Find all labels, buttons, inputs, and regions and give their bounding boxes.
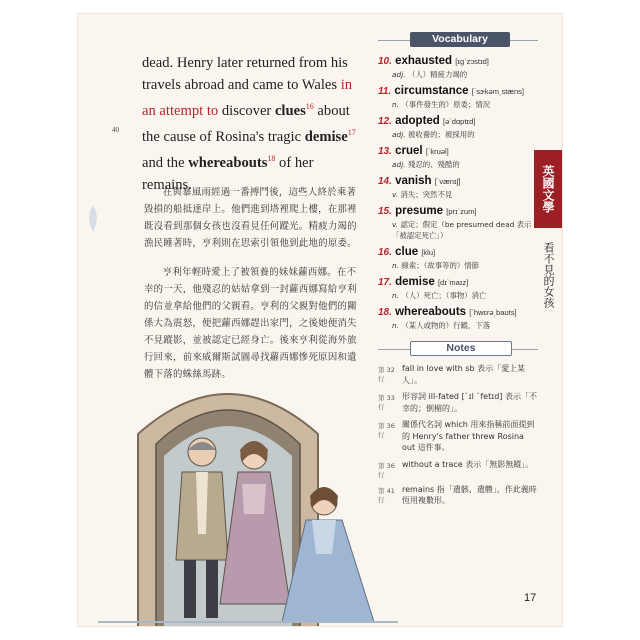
vocab-number: 17.: [378, 277, 392, 288]
note-entry: [378, 459, 538, 479]
note-text: fall in love with sb 表示「愛上某人」。: [402, 364, 526, 385]
vocab-pronunciation: [ˋhwɛrə͵baʊts]: [469, 308, 517, 317]
vocab-pronunciation: [ˋvænɪʃ]: [434, 177, 461, 186]
vocab-part-of-speech: adj.: [392, 160, 406, 169]
vocab-definition: 認定；假定（be presumed dead 表示「被認定死亡」）: [392, 220, 532, 240]
vocab-pronunciation: [ɪgˋzɔstɪd]: [455, 57, 489, 66]
notes-header: [378, 341, 538, 357]
note-line-ref: 第 41 行: [378, 486, 395, 504]
vocab-headword-line: [378, 54, 538, 69]
vocab-entry: [378, 204, 538, 241]
vocab-part-of-speech: v.: [392, 190, 399, 199]
vocab-pronunciation: [ˋkruəl]: [425, 147, 449, 156]
book-page: [78, 14, 562, 626]
chinese-paragraph-1: 在與暴風雨經過一番搏鬥後，這些人終於乘著毀損的船抵達岸上。他們進到塔裡爬上樓，在那裡既沒看到那個女孩也沒看見任何蹤光。精疲力竭的漁民睡著時，亨利則在思索引領他到此地的原委。: [144, 187, 357, 249]
vocab-number: 10.: [378, 56, 392, 67]
vocabulary-list: [378, 54, 538, 331]
side-tab: [534, 150, 562, 308]
vocab-headword-line: [378, 114, 538, 129]
story-title-tab: 看不見的女孩: [542, 242, 555, 308]
vocab-headword-line: [378, 174, 538, 189]
vocabulary-title: Vocabulary: [410, 32, 510, 47]
vocab-definition-line: [378, 320, 538, 331]
passage-text-run: about the cause of Rosina's tragic: [142, 102, 350, 145]
vocab-word: exhausted: [395, 55, 452, 67]
vocab-word: vanish: [395, 175, 432, 187]
vocab-pronunciation: [ˋsɝkəm͵stæns]: [471, 87, 524, 96]
vocab-entry: [378, 275, 538, 301]
vocab-part-of-speech: n.: [392, 321, 400, 330]
vocab-part-of-speech: n.: [392, 291, 400, 300]
passage-text-run: of her remains.: [142, 154, 314, 193]
vocab-definition-line: [378, 99, 538, 110]
note-entry: [378, 484, 538, 507]
vocab-word: presume: [395, 205, 444, 217]
vocab-definition: 線索；（故事等的）情節: [401, 261, 480, 270]
vocab-definition: 被收養的；被採用的: [407, 130, 475, 139]
vocab-definition-line: [378, 69, 538, 80]
vocab-part-of-speech: v.: [392, 220, 399, 229]
vocab-definition-line: [378, 260, 538, 271]
vocab-headword-line: [378, 245, 538, 260]
vocab-entry: [378, 54, 538, 80]
passage-text-run: and the: [142, 154, 189, 171]
vocab-reference-number: 17: [347, 127, 356, 137]
vocab-definition-line: [378, 159, 538, 170]
vocab-headword-line: [378, 305, 538, 320]
vocab-word: cruel: [395, 145, 423, 157]
vocab-number: 15.: [378, 206, 392, 217]
vocab-entry: [378, 144, 538, 170]
note-text: 關係代名詞 which 用來指稱前面提到的 Henry's father threw Rosina out 這件事。: [402, 420, 535, 452]
note-text: without a trace 表示「無影無蹤」。: [402, 459, 534, 469]
vocab-word: circumstance: [394, 85, 469, 97]
leaf-decoration-icon: [86, 204, 100, 234]
vocab-entry: [378, 245, 538, 271]
note-line-ref: 第 32 行: [378, 366, 395, 383]
vocab-definition: （人）死亡；（事物）消亡: [401, 291, 487, 300]
vocab-number: 16.: [378, 247, 392, 258]
note-text: remains 指「遺骸、遺體」，作此義時恆用複數形。: [402, 484, 537, 505]
vocab-definition-line: [378, 290, 538, 301]
vocab-definition-line: [378, 189, 538, 200]
note-entry: [378, 419, 538, 454]
note-entry: [378, 363, 538, 386]
passage-text-run: discover: [218, 102, 275, 119]
vocab-entry: [378, 174, 538, 200]
vocab-number: 18.: [378, 307, 392, 318]
vocab-headword-line: [378, 275, 538, 290]
vocab-headword-line: [378, 84, 538, 99]
note-line-ref: 第 36 行: [378, 422, 395, 439]
notes-title: Notes: [410, 341, 512, 356]
vocab-pronunciation: [dɪˋmaɪz]: [437, 278, 469, 287]
vocab-definition: （人）精疲力竭的: [407, 70, 468, 79]
vocab-definition: （事件發生的）原委；情況: [401, 100, 491, 109]
glossary-column: [378, 32, 538, 512]
line-number: 40: [112, 126, 119, 134]
passage-text-run: demise: [304, 128, 348, 145]
vocab-word: whereabouts: [395, 306, 467, 318]
vocab-part-of-speech: n.: [392, 261, 400, 270]
story-column: [78, 14, 366, 626]
story-illustration: [98, 364, 398, 626]
vocab-number: 13.: [378, 146, 392, 157]
vocab-part-of-speech: adj.: [392, 70, 406, 79]
chinese-paragraph-2: 亨利年輕時愛上了被領養的妹妹蘿西娜。在不幸的一天，他殘忍的姑姑拿到一封蘿西娜寫給亨利的信並拿給他們的父親看。亨利的父親對他們的關係大為震怒，便把蘿西娜趕出家門，之後她便消失不見蹤影，並被認定已經身亡。後來亨利從海外旅行回來，前來威爾斯試圖尋找蘿西娜慘死原因和遺體下落的蛛絲馬跡。: [144, 267, 357, 380]
vocab-headword-line: [378, 144, 538, 159]
note-entry: [378, 391, 538, 414]
vocab-definition: （某人或物的）行蹤、下落: [401, 321, 491, 330]
vocab-word: clue: [395, 246, 419, 258]
note-line-ref: 第 36 行: [378, 461, 395, 479]
passage-text-run: in an attempt to: [142, 77, 353, 119]
vocab-definition-line: [378, 129, 538, 140]
vocab-entry: [378, 114, 538, 140]
vocab-pronunciation: [prɪˋzum]: [446, 207, 477, 216]
vocab-pronunciation: [əˋdɑptɪd]: [443, 117, 476, 126]
vocab-part-of-speech: n.: [392, 100, 400, 109]
vocab-reference-number: 18: [267, 153, 276, 163]
page-number: 17: [524, 592, 537, 604]
english-passage: [142, 52, 362, 196]
vocab-number: 14.: [378, 176, 392, 187]
vocab-number: 11.: [378, 86, 392, 97]
vocabulary-header: [378, 32, 538, 48]
passage-text-run: whereabouts: [188, 154, 268, 171]
vocab-pronunciation: [klu]: [421, 248, 436, 257]
series-tab: 英國文學: [534, 150, 562, 228]
vocab-reference-number: 16: [305, 102, 314, 111]
note-text: 形容詞 ill-fated [ˋɪl ˋfetɪd] 表示「不幸的；倒楣的」。: [402, 392, 537, 413]
vocab-word: demise: [395, 276, 435, 288]
passage-text-run: clues: [274, 102, 306, 119]
vocab-definition-line: [378, 219, 538, 241]
passage-text-run: dead. Henry later returned from his travels abroad and came to Wales: [142, 55, 348, 93]
vocab-definition: 殘忍的、殘酷的: [407, 160, 460, 169]
vocab-entry: [378, 84, 538, 110]
vocab-part-of-speech: adj.: [392, 130, 406, 139]
notes-list: [378, 363, 538, 507]
vocab-number: 12.: [378, 116, 392, 127]
vocab-word: adopted: [395, 115, 440, 127]
vocab-entry: [378, 305, 538, 331]
note-line-ref: 第 33 行: [378, 394, 395, 411]
vocab-definition: 消失；突然不見: [400, 190, 453, 199]
vocab-headword-line: [378, 204, 538, 219]
